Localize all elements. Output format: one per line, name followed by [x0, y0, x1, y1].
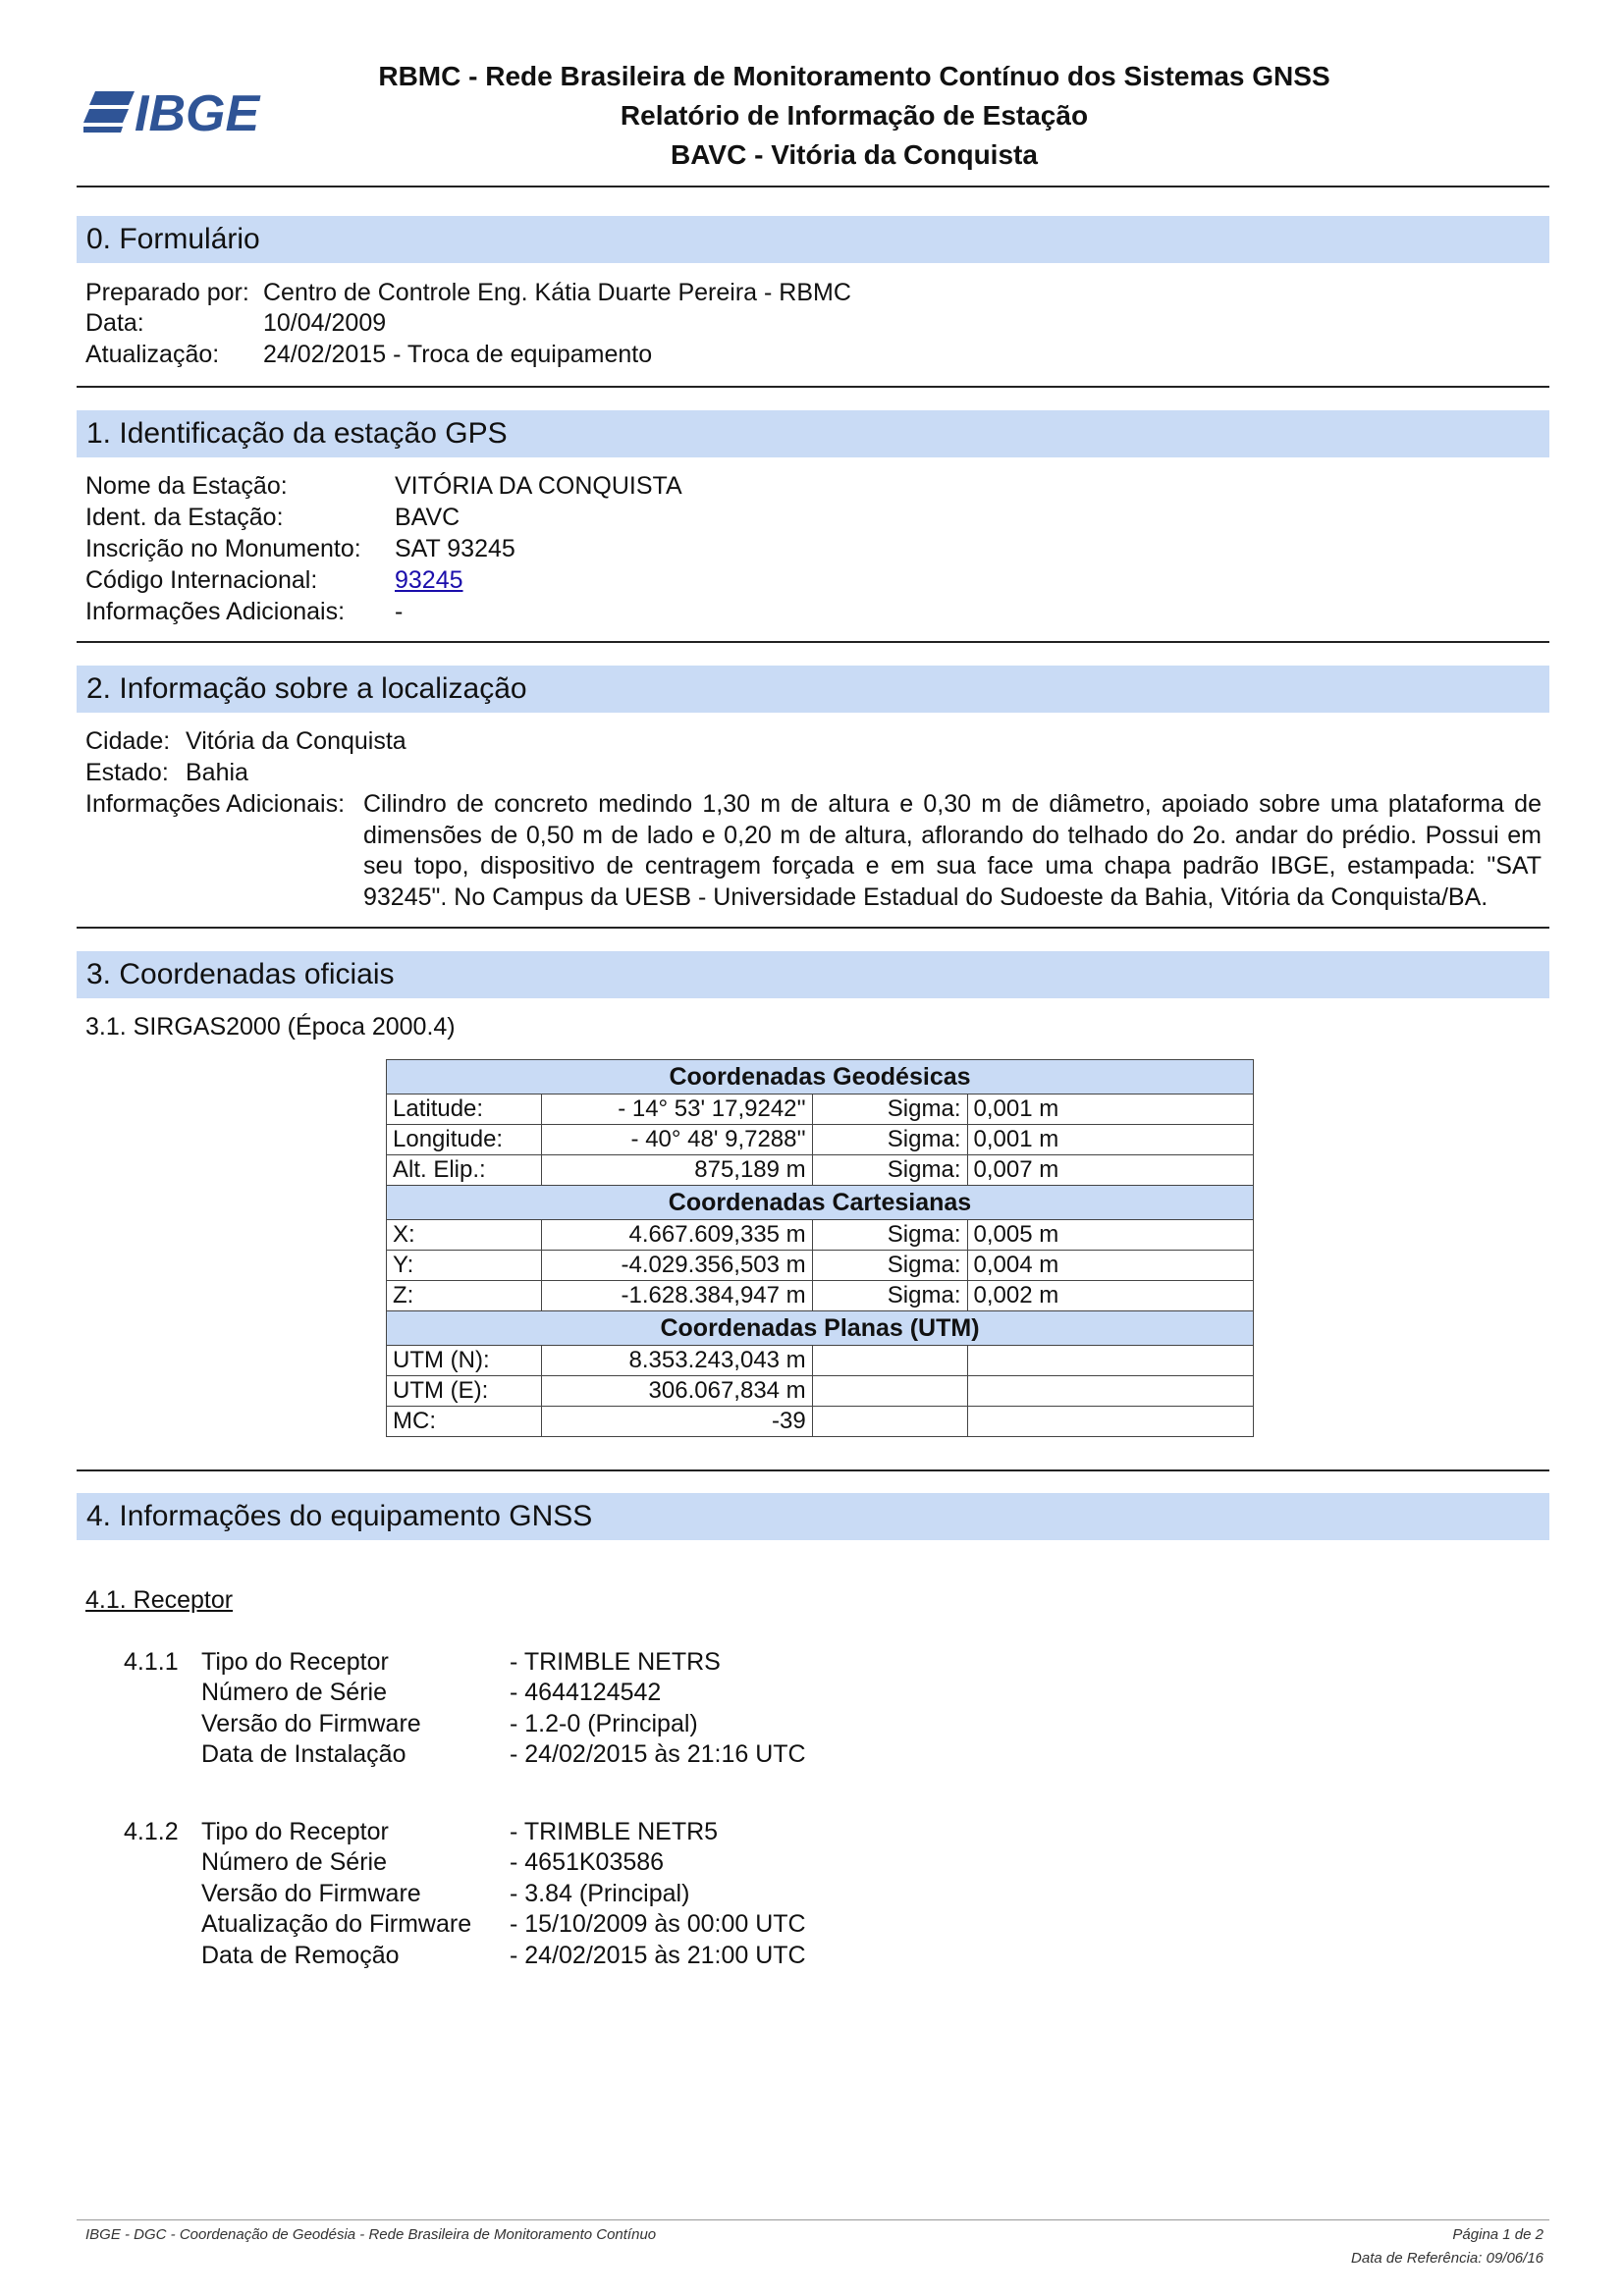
- receiver-value: - 4651K03586: [510, 1848, 665, 1876]
- section-4-band: [77, 1493, 1549, 1540]
- header-title: RBMC - Rede Brasileira de Monitoramento Contínuo dos Sistemas GNSS: [378, 61, 1330, 91]
- header-subtitle: Relatório de Informação de Estação: [620, 100, 1089, 131]
- sigma-label: Sigma:: [812, 1251, 967, 1281]
- coord-value: 306.067,834 m: [541, 1376, 812, 1407]
- coord-label: Y:: [387, 1251, 542, 1281]
- ident-label: Ident. da Estação:: [85, 504, 284, 531]
- ident-label: Nome da Estação:: [85, 472, 288, 500]
- city-value: Vitória da Conquista: [186, 727, 406, 755]
- footer-left: IBGE - DGC - Coordenação de Geodésia - Rede Brasileira de Monitoramento Contínuo: [85, 2226, 657, 2243]
- coord-value: 875,189 m: [541, 1155, 812, 1186]
- footer-page: Página 1 de 2: [1452, 2226, 1543, 2243]
- form-value: 10/04/2009: [263, 309, 387, 337]
- coord-value: 4.667.609,335 m: [541, 1220, 812, 1251]
- divider: [77, 1469, 1549, 1471]
- section-0-title: 0. Formulário: [86, 223, 260, 255]
- coord-label: X:: [387, 1220, 542, 1251]
- sigma-value: 0,004 m: [967, 1251, 1254, 1281]
- report-header: [324, 57, 1384, 175]
- sigma-label: Sigma:: [812, 1155, 967, 1186]
- coord-label: UTM (E):: [387, 1376, 542, 1407]
- table-row: [387, 1155, 1254, 1186]
- section-1-band: [77, 410, 1549, 457]
- section-0-band: [77, 216, 1549, 263]
- info-label: Informações Adicionais:: [85, 790, 346, 818]
- city-label: Cidade:: [85, 727, 171, 755]
- receiver-label: Atualização do Firmware: [201, 1910, 472, 1938]
- receiver-1-number: 4.1.1: [124, 1648, 179, 1676]
- state-label: Estado:: [85, 759, 169, 786]
- coord-value: -1.628.384,947 m: [541, 1281, 812, 1311]
- divider: [77, 641, 1549, 643]
- divider: [77, 186, 1549, 187]
- geodetic-header: Coordenadas Geodésicas: [387, 1060, 1254, 1095]
- sigma-label: Sigma:: [812, 1095, 967, 1125]
- ident-value: VITÓRIA DA CONQUISTA: [395, 472, 682, 500]
- ident-value: -: [395, 598, 404, 625]
- location-description: Cilindro de concreto medindo 1,30 m de altura e 0,30 m de diâmetro, apoiado sobre uma plataforma de dimensões de 0,50 m de lado e 0,20 m de altura, aflorando do telhado do 2o. andar do prédio. Possui em seu topo, dispositivo de centragem forçada e em sua face uma chapa padrão IBGE, estampada: "SAT 93245". No Campus da UESB - Universidade Estadual do Sudoeste da Bahia, Vitória da Conquista/BA.: [363, 790, 1542, 911]
- international-code-link[interactable]: 93245: [395, 566, 463, 594]
- table-row: [387, 1125, 1254, 1155]
- table-row: [387, 1220, 1254, 1251]
- ident-label: Informações Adicionais:: [85, 598, 346, 625]
- receiver-label: Número de Série: [201, 1848, 387, 1876]
- sigma-value: 0,001 m: [967, 1125, 1254, 1155]
- coord-label: Longitude:: [387, 1125, 542, 1155]
- ident-value: SAT 93245: [395, 535, 515, 562]
- footer-divider: [77, 2219, 1549, 2220]
- coord-value: 8.353.243,043 m: [541, 1346, 812, 1376]
- receiver-value: - TRIMBLE NETRS: [510, 1648, 721, 1676]
- receiver-value: - 24/02/2015 às 21:00 UTC: [510, 1942, 806, 1969]
- receiver-value: - 15/10/2009 às 00:00 UTC: [510, 1910, 806, 1938]
- section-2-title: 2. Informação sobre a localização: [86, 672, 527, 705]
- receiver-label: Tipo do Receptor: [201, 1648, 389, 1676]
- coord-label: UTM (N):: [387, 1346, 542, 1376]
- receiver-label: Data de Remoção: [201, 1942, 400, 1969]
- empty-cell: [967, 1407, 1254, 1437]
- ibge-logo: [83, 83, 309, 138]
- coord-label: Alt. Elip.:: [387, 1155, 542, 1186]
- form-label: Atualização:: [85, 341, 220, 368]
- receiver-2-number: 4.1.2: [124, 1818, 179, 1845]
- receiver-value: - 1.2-0 (Principal): [510, 1710, 698, 1737]
- form-value: 24/02/2015 - Troca de equipamento: [263, 341, 653, 368]
- ident-label: Código Internacional:: [85, 566, 318, 594]
- ident-value: BAVC: [395, 504, 460, 531]
- empty-cell: [967, 1376, 1254, 1407]
- receiver-value: - 4644124542: [510, 1679, 662, 1706]
- footer-reference-date: Data de Referência: 09/06/16: [1351, 2250, 1543, 2267]
- empty-cell: [967, 1346, 1254, 1376]
- coord-value: -39: [541, 1407, 812, 1437]
- empty-cell: [812, 1407, 967, 1437]
- coord-value: - 14° 53' 17,9242'': [541, 1095, 812, 1125]
- section-1-title: 1. Identificação da estação GPS: [86, 417, 508, 450]
- empty-cell: [812, 1346, 967, 1376]
- sigma-value: 0,005 m: [967, 1220, 1254, 1251]
- coord-value: - 40° 48' 9,7288'': [541, 1125, 812, 1155]
- receiver-subsection: 4.1. Receptor: [85, 1586, 234, 1614]
- receiver-value: - TRIMBLE NETR5: [510, 1818, 719, 1845]
- form-label: Data:: [85, 309, 144, 337]
- state-value: Bahia: [186, 759, 248, 786]
- sigma-value: 0,001 m: [967, 1095, 1254, 1125]
- section-4-title: 4. Informações do equipamento GNSS: [86, 1500, 593, 1532]
- section-2-band: [77, 666, 1549, 713]
- table-row: [387, 1376, 1254, 1407]
- table-row: [387, 1407, 1254, 1437]
- coord-label: Latitude:: [387, 1095, 542, 1125]
- section-3-band: [77, 951, 1549, 998]
- sigma-value: 0,007 m: [967, 1155, 1254, 1186]
- receiver-label: Número de Série: [201, 1679, 387, 1706]
- table-row: [387, 1346, 1254, 1376]
- coord-value: -4.029.356,503 m: [541, 1251, 812, 1281]
- divider: [77, 927, 1549, 929]
- datum-subtitle: 3.1. SIRGAS2000 (Época 2000.4): [85, 1013, 456, 1041]
- table-row: [387, 1095, 1254, 1125]
- empty-cell: [812, 1376, 967, 1407]
- coordinates-table: [386, 1059, 1254, 1437]
- receiver-value: - 3.84 (Principal): [510, 1880, 690, 1907]
- receiver-label: Tipo do Receptor: [201, 1818, 389, 1845]
- section-3-title: 3. Coordenadas oficiais: [86, 958, 395, 990]
- utm-header: Coordenadas Planas (UTM): [387, 1311, 1254, 1346]
- cartesian-header: Coordenadas Cartesianas: [387, 1186, 1254, 1220]
- receiver-label: Data de Instalação: [201, 1740, 406, 1768]
- ident-label: Inscrição no Monumento:: [85, 535, 361, 562]
- logo-text: IBGE: [135, 85, 260, 138]
- divider: [77, 386, 1549, 388]
- coord-label: Z:: [387, 1281, 542, 1311]
- receiver-label: Versão do Firmware: [201, 1710, 421, 1737]
- sigma-label: Sigma:: [812, 1125, 967, 1155]
- header-station: BAVC - Vitória da Conquista: [671, 139, 1038, 170]
- sigma-label: Sigma:: [812, 1281, 967, 1311]
- sigma-label: Sigma:: [812, 1220, 967, 1251]
- sigma-value: 0,002 m: [967, 1281, 1254, 1311]
- form-label: Preparado por:: [85, 279, 249, 306]
- receiver-label: Versão do Firmware: [201, 1880, 421, 1907]
- table-row: [387, 1281, 1254, 1311]
- form-value: Centro de Controle Eng. Kátia Duarte Pereira - RBMC: [263, 279, 851, 306]
- table-row: [387, 1251, 1254, 1281]
- receiver-value: - 24/02/2015 às 21:16 UTC: [510, 1740, 806, 1768]
- coord-label: MC:: [387, 1407, 542, 1437]
